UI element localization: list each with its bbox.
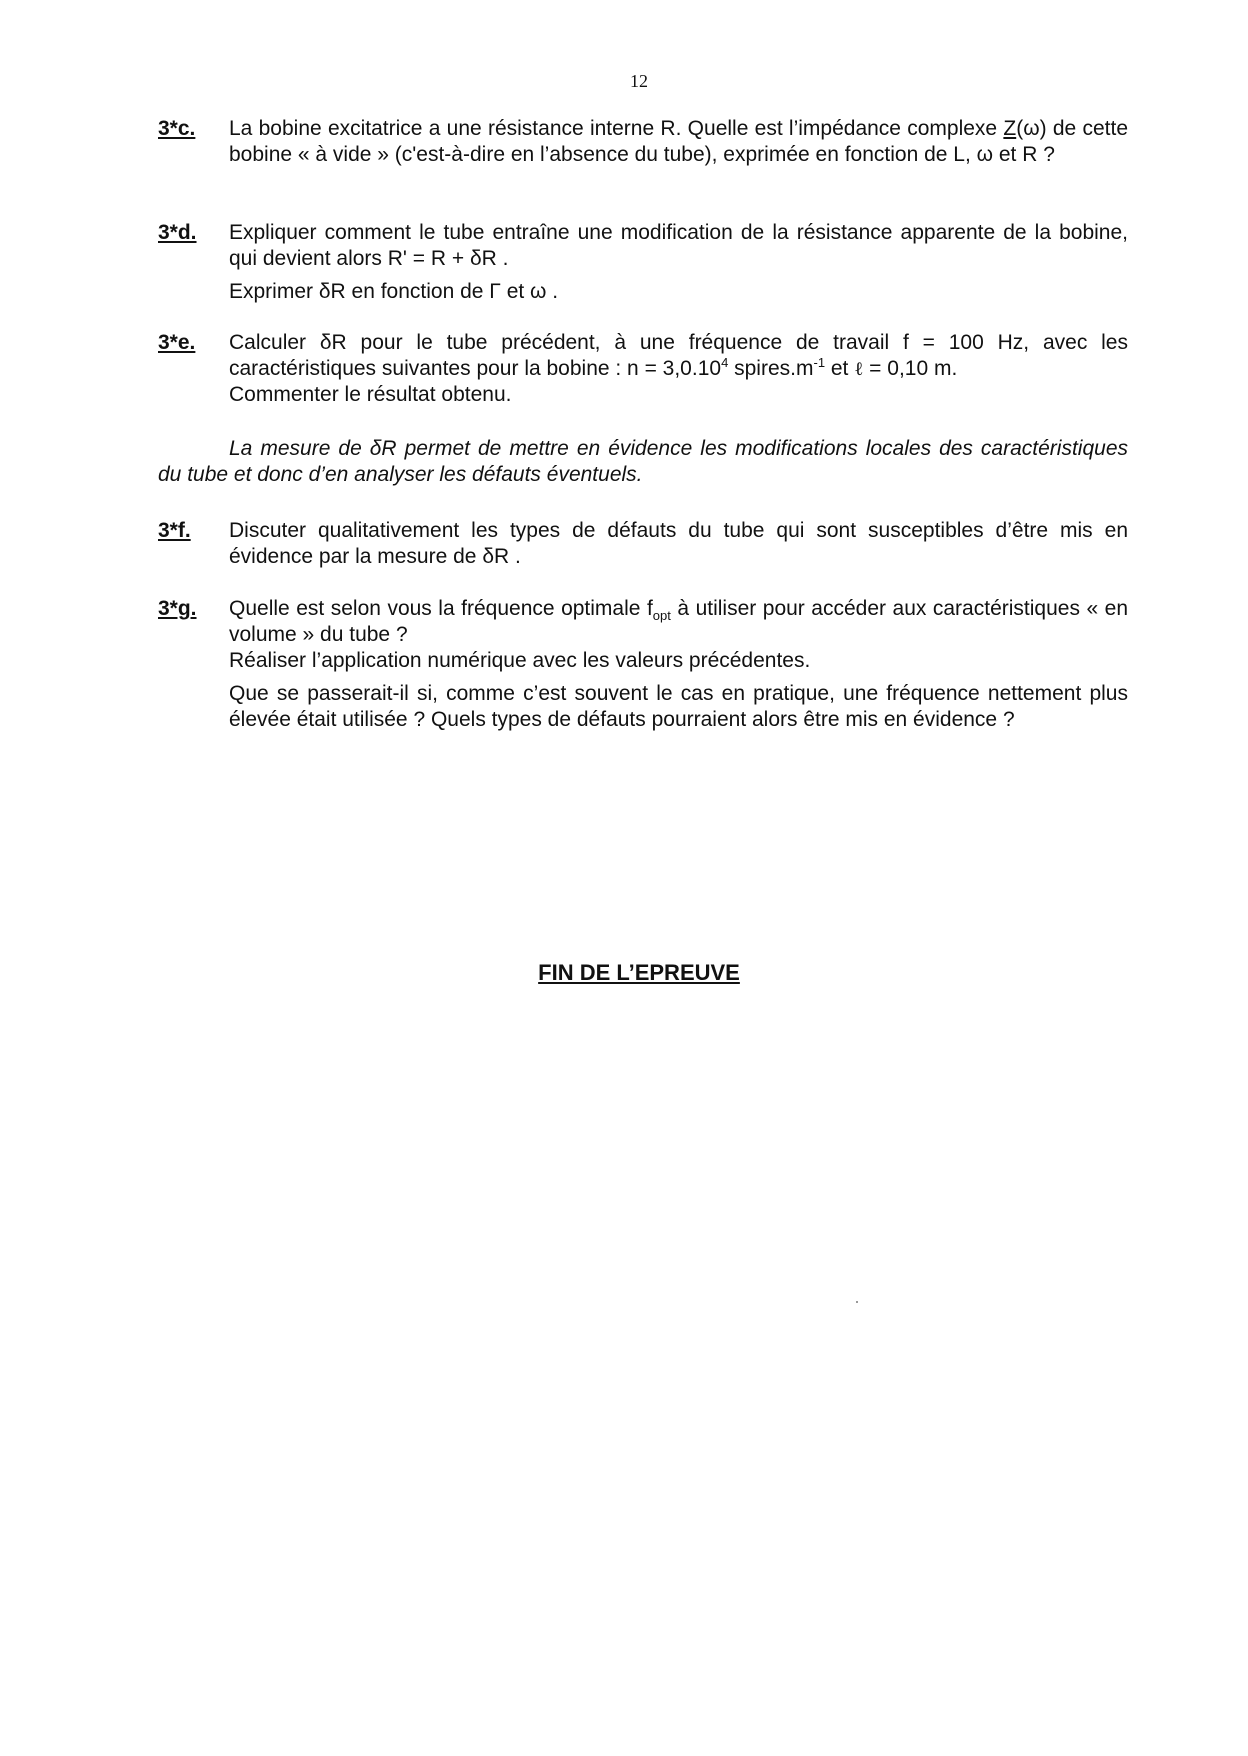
question-label: 3*d. bbox=[158, 221, 197, 244]
length-symbol: ℓ bbox=[854, 358, 864, 380]
scan-speck bbox=[856, 1301, 858, 1303]
italic-note: La mesure de δR permet de mettre en évidence les modifications locales des caractéristiques du tube et donc d’en analyser les défauts éventuels. bbox=[158, 437, 1128, 486]
complex-impedance-symbol: Z bbox=[1003, 117, 1017, 140]
page-number: 12 bbox=[630, 71, 648, 91]
question-label: 3*e. bbox=[158, 331, 196, 354]
question-text: Quelle est selon vous la fréquence optimale $f_{opt}$ à utiliser pour accéder aux caractéristiques « en volume » du tube ? bbox=[229, 597, 1128, 646]
question-text: Calculer δR pour le tube précédent, à une fréquence de travail f = 100 Hz, avec les caractéristiques suivantes pour la bobine : $n = 3,0.10^4$ $spires.m^{-1}$ et ℓ = 0,10 m. bbox=[229, 331, 1128, 380]
question-label: 3*f. bbox=[158, 519, 191, 542]
question-3f bbox=[158, 518, 1128, 570]
question-text: Que se passerait-il si, comme c’est souvent le cas en pratique, une fréquence nettement plus élevée était utilisée ? Quels types de défauts pourraient alors être mis en évidence ? bbox=[229, 682, 1128, 731]
question-text: Expliquer comment le tube entraîne une modification de la résistance apparente de la bobine, qui devient alors R' = R + δR . bbox=[229, 221, 1128, 270]
question-3g bbox=[158, 596, 1128, 733]
question-3d bbox=[158, 220, 1128, 305]
question-label: 3*c. bbox=[158, 117, 196, 140]
question-3e bbox=[158, 330, 1128, 408]
question-text: Commenter le résultat obtenu. bbox=[229, 383, 512, 406]
question-label: 3*g. bbox=[158, 597, 197, 620]
question-3c bbox=[158, 116, 1128, 168]
question-text: Exprimer δR en fonction de Γ et ω . bbox=[229, 280, 559, 303]
end-title: FIN DE L’EPREUVE bbox=[538, 960, 740, 985]
question-text: Discuter qualitativement les types de défauts du tube qui sont susceptibles d’être mis en évidence par la mesure de δR . bbox=[229, 519, 1128, 568]
question-text: La bobine excitatrice a une résistance interne R. Quelle est l’impédance complexe Z(ω) de cette bobine « à vide » (c'est-à-dire en l’absence du tube), exprimée en fonction de L, ω et R ? bbox=[229, 117, 1128, 166]
question-text: Réaliser l’application numérique avec les valeurs précédentes. bbox=[229, 649, 811, 672]
